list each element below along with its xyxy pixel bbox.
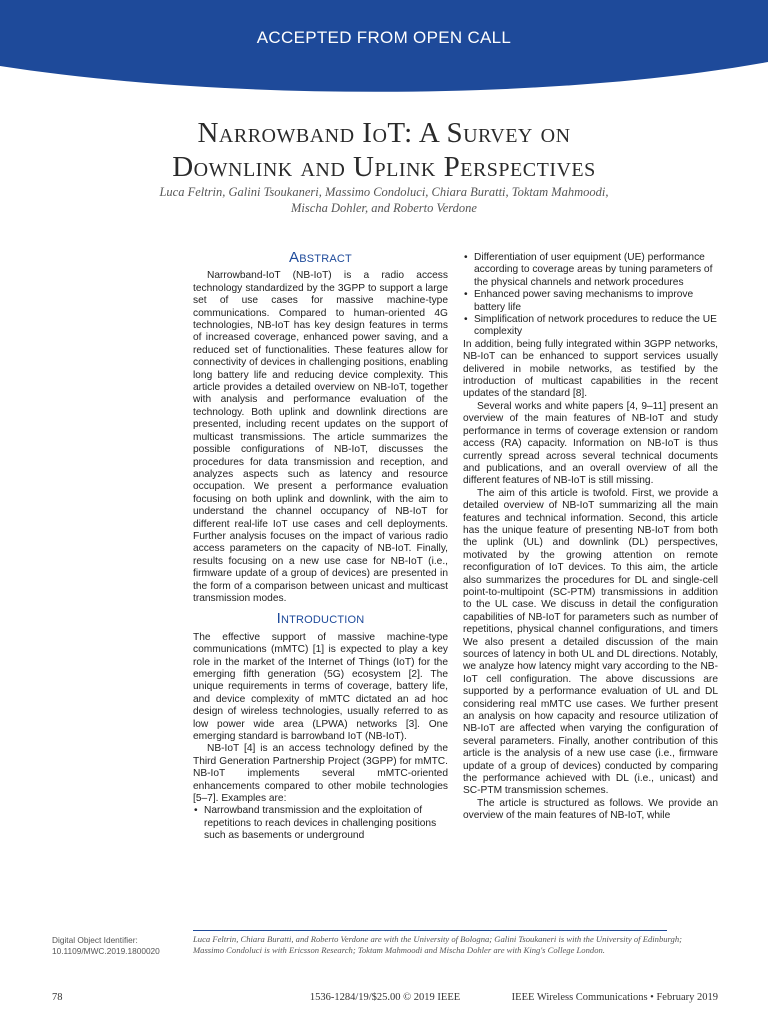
journal-info: IEEE Wireless Communications • February 2019 [511, 992, 718, 1003]
footnote-divider [193, 930, 667, 931]
article-title [0, 116, 768, 184]
authors-line-1: Luca Feltrin, Galini Tsoukaneri, Massimo Condoluci, Chiara Buratti, Toktam Mahmoodi, [159, 185, 609, 199]
body-paragraph-2: Several works and white papers [4, 9–11] present an overview of the main features of NB-IoT and study performance in terms of coverage extension or random access (RA) capacity. Information on NB-IoT is thus currently spread across several technical documents and publications, and an overall overview of all the different features of NB-IoT is still missing. [463, 400, 718, 487]
right-column [463, 252, 718, 823]
body-paragraph-3: The aim of this article is twofold. First, we provide a detailed overview of NB-IoT summarizing all the main features and technical information. Second, this article has the unique feature of presenting NB-IoT from both the uplink (UL) and downlink (DL) perspectives, motivated by the growing attention on remote reconfiguration of IoT devices. To this aim, the article also summarizes the procedures for DL and single-cell point-to-multipoint (SC-PTM) transmissions in addition to the UL case. We discuss in detail the configuration capabilities of NB-IoT for parameters such as number of repetitions, physical channel configurations, and timers We also present a detailed discussion of the main sources of latency in both UL and DL directions. Notably, we analyze how latency might vary according to the NB-IoT cell configuration. The above discussions are supported by a performance evaluation of UL and DL considering real mMTC use cases. We further present an analysis on how capacity and resource utilization of NB-IoT are affected when varying the configuration of several parameters. Finally, another contribution of this article is the analysis of a new use case (i.e., firmware update of a group of devices) conducted by comparing the performance achieved with DL (i.e., unicast) and SC-PTM transmission schemes. [463, 487, 719, 797]
authors-line-2: Mischa Dohler, and Roberto Verdone [291, 201, 477, 215]
list-item: • Simplification of network procedures to reduce the UE complexity [463, 314, 718, 339]
author-list [80, 184, 688, 216]
body-paragraph-1: In addition, being fully integrated within 3GPP networks, NB-IoT can be enhanced to support services usually delivered in mobile networks, as testified by the introduction of multicast capabilities in the recent updates of the standard [8]. [463, 338, 718, 400]
header-banner [0, 0, 768, 95]
page-footer [52, 992, 718, 1006]
intro-paragraph-2: NB-IoT [4] is an access technology defined by the Third Generation Partnership Project (3GPP) for mMTC. NB-IoT implements several mMTC-oriented enhancements compared to other mobile technologies [5–7]. Examples are: [193, 743, 448, 805]
intro-paragraph-1: The effective support of massive machine-type communications (mMTC) [1] is expected to play a key role in the market of the Internet of Things (IoT) for the emerging fifth generation (5G) ecosystem [2]. The unique requirements in terms of coverage, battery life, and device complexity of mMTC dictated an ad hoc design of wireless technologies, usually referred to as low power wide area (LPWA) networks [3]. One emerging standard is barrowband IoT (NB-IoT). [193, 631, 448, 743]
feature-bullet-list [463, 252, 718, 339]
left-column [193, 250, 448, 843]
section-label: ACCEPTED FROM OPEN CALL [256, 28, 512, 47]
list-item: • Differentiation of user equipment (UE) performance according to coverage areas by tuning parameters of the physical channels and network procedures [463, 252, 718, 289]
list-item: • Narrowband transmission and the exploitation of repetitions to reach devices in challenging positions such as basements or underground [193, 805, 448, 842]
abstract-text: Narrowband-IoT (NB-IoT) is a radio access technology standardized by the 3GPP to support a large set of use cases for massive machine-type communications. Compared to human-oriented 4G technologies, NB-IoT has key design features in terms of increased coverage, enhanced power saving, and a reduced set of functionalities. These features allow for connectivity of devices in challenging positions, enabling long battery life and reducing device complexity. This article provides a detailed overview on NB-IoT, together with analysis and performance evaluation of the technology. Both uplink and downlink directions are presented, including recent updates on the support of multicast transmissions. The article summarizes the possible configurations of NB-IoT, discusses the procedures for data transmission and reception, and analyzes aspects such as latency and resource occupation. We present a performance evaluation focusing on both uplink and downlink, with the aim to understand the channel occupancy of NB-IoT for different real-life IoT use cases and cell deployments. Further analysis focuses on the impact of various radio access parameters on the capacity of NB-IoT. Finally, results focusing on a new use case for NB-IoT (i.e., firmware update of a group of devices) are presented in the form of a comparison between unicast and multicast transmission modes. [193, 270, 448, 604]
author-affiliations [193, 934, 723, 956]
list-item: • Enhanced power saving mechanisms to improve battery life [463, 289, 718, 314]
body-paragraph-4: The article is structured as follows. We provide an overview of the main features of NB-IoT, while [463, 797, 718, 822]
affiliation-line-1: Luca Feltrin, Chiara Buratti, and Roberto Verdone are with the University of Bologna; Galini Tsoukaneri is with the University of Edinburgh; [193, 934, 683, 944]
abstract-heading: Abstract [289, 249, 352, 266]
copyright-code: 1536-1284/19/$25.00 © 2019 IEEE [309, 992, 461, 1003]
doi-value[interactable]: 10.1109/MWC.2019.1800020 [52, 946, 160, 956]
introduction-heading: Introduction [276, 610, 365, 628]
intro-bullet-list [193, 805, 448, 842]
doi-block [52, 935, 182, 957]
title-line-2: Downlink and Uplink Perspectives [172, 151, 596, 183]
title-line-1: Narrowband IoT: A Survey on [197, 117, 571, 149]
affiliation-line-2: Massimo Condoluci is with Ericsson Research; Toktam Mahmoodi and Mischa Dohler are with King's College London. [193, 945, 605, 955]
doi-label: Digital Object Identifier: [52, 935, 138, 945]
page-number: 78 [52, 992, 63, 1003]
